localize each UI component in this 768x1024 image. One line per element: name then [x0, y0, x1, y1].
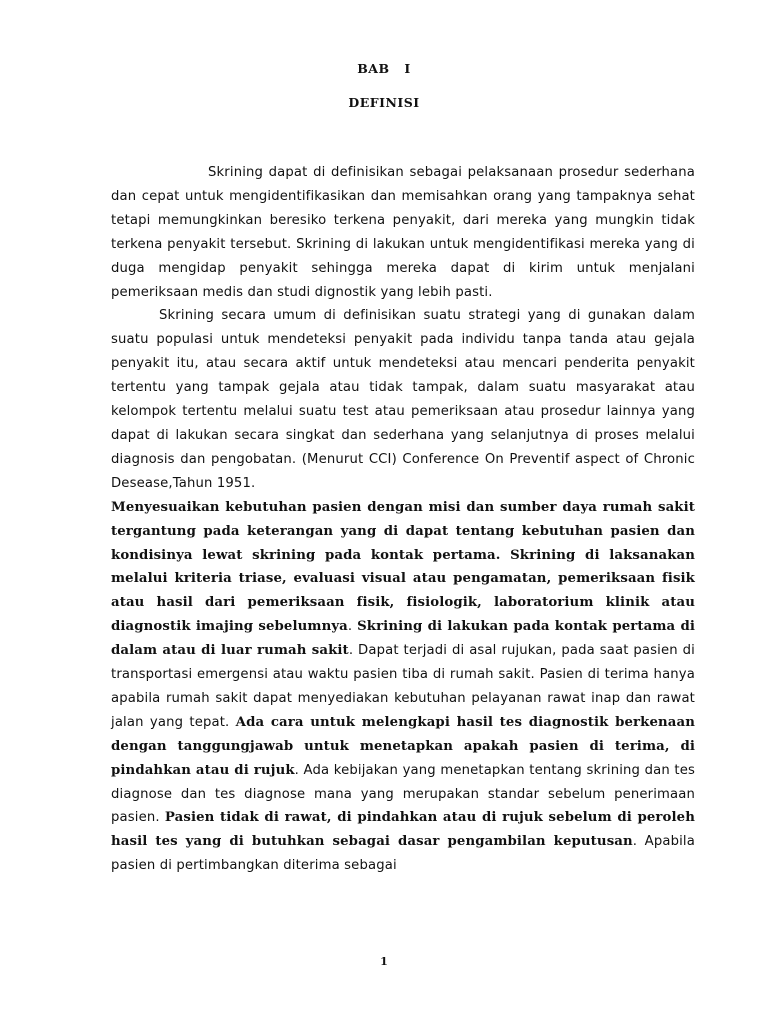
page-number: 1 — [380, 955, 388, 968]
chapter-heading: BAB I — [357, 61, 411, 76]
body-text — [111, 161, 695, 878]
text-segment: . Dapat terjadi di asal rujukan, pada saat pasien di transportasi emergensi atau waktu pasien tiba di rumah sakit. Pasien di terima hanya apabila rumah sakit dapat menyediakan kebutuhan pelayanan rawat inap dan rawat jalan yang tepat. — [111, 643, 695, 730]
chapter-title: DEFINISI — [348, 95, 420, 110]
paragraph-3 — [111, 496, 695, 879]
paragraph-1: Skrining dapat di definisikan sebagai pelaksanaan prosedur sederhana dan cepat untuk mengidentifikasikan dan memisahkan orang yang tampaknya sehat tetapi memungkinkan beresiko terkena penyakit, dari mereka yang mungkin tidak terkena penyakit tersebut. Skrining di lakukan untuk mengidentifikasi mereka yang di duga mengidap penyakit sehingga mereka dapat di kirim untuk menjalani pemeriksaan medis dan studi dignostik yang lebih pasti. — [111, 165, 695, 300]
text-segment: Ada cara untuk melengkapi hasil tes diagnostik berkenaan dengan tanggungjawab untuk menetapkan apakah pasien di terima, di pindahkan atau di rujuk — [111, 714, 695, 778]
text-segment: Menyesuaikan kebutuhan pasien dengan misi dan sumber daya rumah sakit tergantung pada keterangan yang di dapat tentang kebutuhan pasien dan kondisinya lewat skrining pada kontak pertama. Skrining di laksanakan melalui kriteria triase, evaluasi visual atau pengamatan, pemeriksaan fisik atau hasil dari pemeriksaan fisik, fisiologik, laboratorium klinik atau diagnostik imajing sebelumnya — [111, 499, 695, 635]
text-segment: Pasien tidak di rawat, di pindahkan atau di rujuk sebelum di peroleh hasil tes yang di butuhkan sebagai dasar pengambilan keputusan — [111, 810, 695, 850]
text-segment: Skrining di lakukan pada kontak pertama di dalam atau di luar rumah sakit — [111, 619, 695, 659]
text-segment: . Apabila pasien di pertimbangkan diterima sebagai — [111, 834, 695, 874]
paragraph-2: Skrining secara umum di definisikan suatu strategi yang di gunakan dalam suatu populasi untuk mendeteksi penyakit pada individu tanpa tanda atau gejala penyakit itu, atau secara aktif untuk mendeteksi atau mencari penderita penyakit tertentu yang tampak gejala atau tidak tampak, dalam suatu masyarakat atau kelompok tertentu melalui suatu test atau pemeriksaan atau prosedur lainnya yang dapat di lakukan secara singkat dan sederhana yang selanjutnya di proses melalui diagnosis dan pengobatan. (Menurut CCI) Conference On Preventif aspect of Chronic Desease,Tahun 1951. — [111, 308, 695, 491]
text-segment: . Ada kebijakan yang menetapkan tentang skrining dan tes diagnose dan tes diagnose mana yang merupakan standar sebelum penerimaan pasien. — [111, 762, 695, 826]
text-segment: . — [347, 619, 358, 635]
